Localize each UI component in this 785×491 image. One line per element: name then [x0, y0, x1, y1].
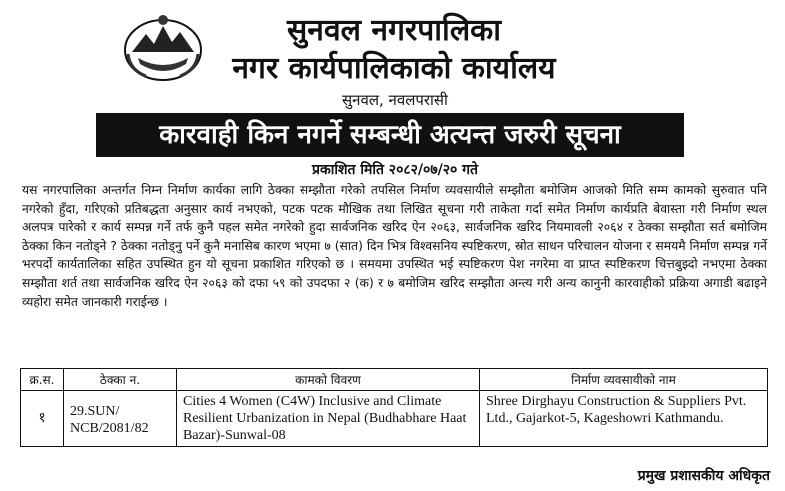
cell-description: Cities 4 Women (C4W) Inclusive and Climate Resilient Urbanization in Nepal (Budhabhare Haat Bazar)-Sunwal-08	[177, 391, 480, 447]
table-row	[21, 391, 768, 447]
published-date: प्रकाशित मिति २०८२/०७/२० गते	[311, 162, 479, 178]
notice-body: यस नगरपालिका अन्तर्गत निम्न निर्माण कार्यका लागि ठेक्का सम्झौता गरेको तपसिल निर्माण व्यवसायीले सम्झौता बमोजिम आजको मिति सम्म कामको सुरुवात पनि नगरेको हुँदा, गरिएको प्रतिबद्धता अनुसार कार्य नभएको, पटक पटक मौखिक तथा लिखित सूचना गरी ताकेता गर्दा समेत निर्माण कार्यप्रति बेवास्ता गरी निर्माण स्थल अलपत्र पारेको र कार्य सम्पन्न गर्ने तर्फ कुनै पहल समेत नगरेको हुदा सार्वजनिक खरिद ऐन २०६३, सार्वजनिक खरिद नियमावली २०६४ र ठेक्का सम्झौता सर्त बमोजिम ठेक्का किन नतोड्ने ? ठेक्का नतोड्नु पर्ने कुनै मनासिब कारण भएमा ७ (सात) दिन भित्र विश्वसनिय स्पष्टिकरण, स्रोत साधन परिचालन योजना र समयमै निर्माण सम्पन्न गर्ने भरपर्दो कार्यतालिका सहित उपस्थित हुन यो सूचना प्रकाशित गरिएको छ । समयमा उपस्थित भई स्पष्टिकरण पेश नगरेमा वा प्राप्त स्पष्टिकरण चित्तबुझ्दो नभएमा ठेक्का सम्झौता शर्त तथा सार्वजनिक खरिद ऐन २०६३ को दफा ५९ को उपदफा २ (क) र ७ बमोजिम खरिद सम्झौता अन्त्य गरी अन्य कानुनी कारवाहीको प्रक्रिया अगाडी बढाइने व्यहोरा समेत जानकारी गराईन्छ ।	[22, 183, 767, 309]
contracts-table	[20, 368, 768, 447]
cell-sn: १	[21, 391, 64, 447]
signature: प्रमुख प्रशासकीय अधिकृत	[637, 468, 770, 484]
office-address: सुनवल, नवलपरासी	[342, 91, 448, 109]
table-header-row	[21, 369, 768, 391]
cell-contract-no: 29.SUN/ NCB/2081/82	[64, 391, 177, 447]
office-title: नगर कार्यपालिकाको कार्यालय	[232, 51, 556, 86]
nepal-government-emblem-icon	[120, 14, 206, 82]
notice-heading: कारवाही किन नगर्ने सम्बन्धी अत्यन्त जरुरी सूचना	[96, 113, 684, 157]
header-sn: क्र.स.	[21, 369, 64, 391]
cell-contractor: Shree Dirghayu Construction & Suppliers Pvt. Ltd., Gajarkot-5, Kageshowri Kathmandu.	[480, 391, 768, 447]
header-contract-no: ठेक्का न.	[64, 369, 177, 391]
header-description: कामको विवरण	[177, 369, 480, 391]
municipality-title: सुनवल नगरपालिका	[287, 13, 501, 48]
header-contractor: निर्माण व्यवसायीको नाम	[480, 369, 768, 391]
